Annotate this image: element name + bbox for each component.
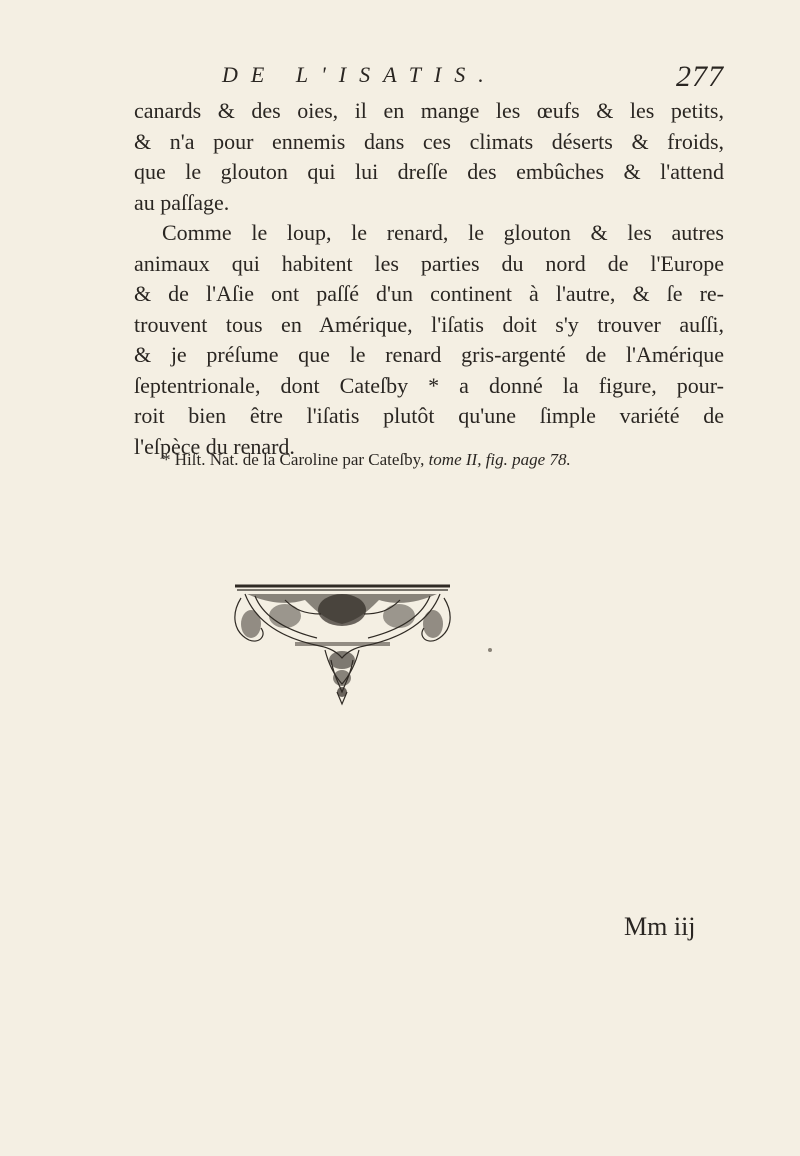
- text-line: au paſſage.: [134, 189, 230, 215]
- ornament-vignette: [225, 580, 460, 710]
- footnote: [162, 450, 571, 470]
- body-text: [134, 96, 724, 462]
- running-head: DE L'ISATIS.: [222, 62, 497, 87]
- footnote-reference: tome II, fig. page 78.: [428, 450, 571, 469]
- text-line: l'eſpèce du renard.: [134, 433, 295, 459]
- text-line: trouvent tous en Amérique, l'iſatis doit s'y trouver auſſi,: [134, 311, 724, 337]
- text-line: que le glouton qui lui dreſſe des embûches & l'attend: [134, 159, 724, 184]
- page-number: 277: [676, 60, 724, 93]
- ink-speck: [488, 648, 492, 652]
- text-line: & n'a pour ennemis dans ces climats déserts & froids,: [134, 128, 724, 154]
- text-line: & de l'Aſie ont paſſé d'un continent à l'autre, & ſe re-: [134, 281, 724, 306]
- text-line: ſeptentrionale, dont Cateſby * a donné la figure, pour-: [134, 372, 724, 398]
- text-line: & je préſume que le renard gris-argenté de l'Amérique: [134, 342, 724, 367]
- text-line: roit bien être l'iſatis plutôt qu'une ſimple variété de: [134, 403, 724, 428]
- signature-mark: Mm iij: [624, 912, 696, 941]
- text-line: animaux qui habitent les parties du nord de l'Europe: [134, 250, 724, 276]
- text-line: canards & des oies, il en mange les œufs & les petits,: [134, 98, 724, 123]
- footnote-text: * Hiſt. Nat. de la Caroline par Cateſby,: [162, 450, 425, 469]
- text-line: Comme le loup, le renard, le glouton & les autres: [162, 220, 724, 245]
